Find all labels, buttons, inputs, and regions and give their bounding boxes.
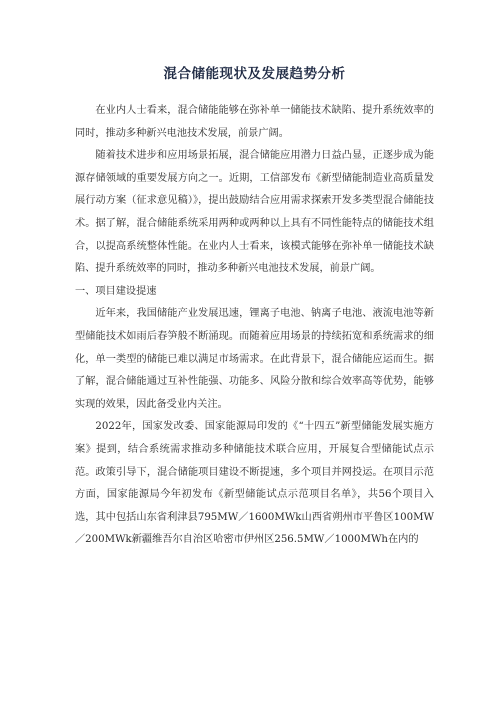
paragraph-industry: 近年来，我国储能产业发展迅速，锂离子电池、钠离子电池、液流电池等新型储能技术如雨后春笋般不断涌现。而随着应用场景的持续拓宽和系统需求的细化，单一类型的储能已难以满足市场需求。在此背景下，混合储能应运而生。据了解，混合储能通过互补性能强、功能多、风险分散和综合效率高等优势，能够实现的效果，因此备受业内关注。 xyxy=(75,308,434,410)
paragraph-intro: 在业内人士看来，混合储能能够在弥补单一储能技术缺陷、提升系统效率的同时，推动多种新兴电池技术发展，前景广阔。 xyxy=(75,105,434,139)
document-title: 混合储能现状及发展趋势分析 xyxy=(163,66,346,82)
paragraph-background: 随着技术进步和应用场景拓展，混合储能应用潜力日益凸显，正逐步成为能源存储领域的重要发展方向之一。近期，工信部发布《新型储能制造业高质量发展行动方案（征求意见稿）》，提出鼓励结合应用需求探索开发多类型混合储能技术。据了解，混合储能系统采用两种或两种以上具有不同性能特点的储能技术组合，以提高系统整体性能。在业内人士看来，该模式能够在弥补单一储能技术缺陷、提升系统效率的同时，推动多种新兴电池技术发展，前景广阔。 xyxy=(75,150,434,275)
paragraph-policy: 2022年，国家发改委、国家能源局印发的《“十四五”新型储能发展实施方案》提到，结合系统需求推动多种储能技术联合应用，开展复合型储能试点示范。政策引导下，混合储能项目建设不断提速，多个项目并网投运。在项目示范方面，国家能源局今年初发布《新型储能试点示范项目名单》，共56个项目入选，其中包括山东省利津县795MW／1600MWk山西省朔州市平鲁区100MW／200MWk新疆维吾尔自治区哈密市伊州区256.5MW／1000MWh在内的 xyxy=(75,421,434,546)
section-heading: 一、项目建设提速 xyxy=(75,285,157,297)
